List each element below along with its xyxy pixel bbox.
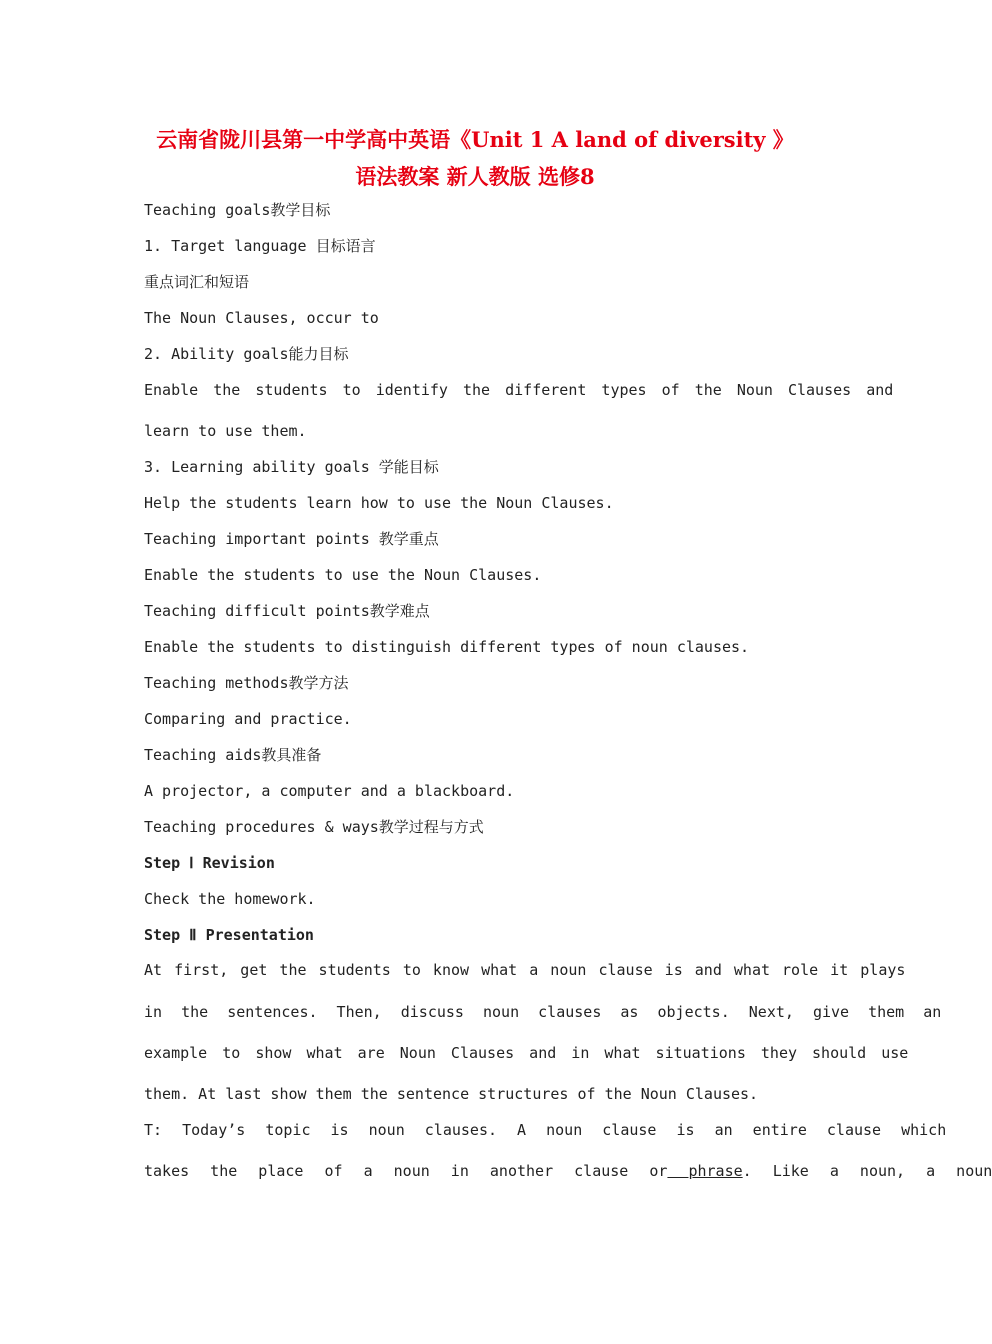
teaching-aids-heading: Teaching aids教具准备: [144, 746, 322, 764]
step-1-heading: Step Ⅰ Revision: [144, 854, 275, 872]
target-language-heading: 1. Target language 目标语言: [144, 237, 376, 255]
step-2-heading: Step Ⅱ Presentation: [144, 926, 314, 944]
document-title-line-1: 云南省陇川县第一中学高中英语《Unit 1 A land of diversity 》: [156, 127, 794, 152]
key-vocabulary-text: The Noun Clauses, occur to: [144, 309, 379, 327]
teaching-aids-text: A projector, a computer and a blackboard.: [144, 782, 515, 800]
ability-goals-heading: 2. Ability goals能力目标: [144, 345, 349, 363]
document-title-line-2: 语法教案 新人教版 选修8: [355, 164, 595, 189]
key-vocabulary-label: 重点词汇和短语: [144, 273, 250, 291]
teacher-paragraph-line-1: T: Today’s topic is noun clauses. A noun clause is an entire clause which: [144, 1121, 947, 1139]
teaching-methods-text: Comparing and practice.: [144, 710, 352, 728]
teaching-goals-heading: Teaching goals教学目标: [144, 201, 331, 219]
teacher-paragraph-line-2-end: . Like a noun, a noun: [742, 1162, 992, 1180]
phrase-underlined-word: phrase: [667, 1162, 743, 1180]
ability-goals-text-1: Enable the students to identify the different types of the Noun Clauses and: [144, 381, 894, 399]
important-points-text: Enable the students to use the Noun Clauses.: [144, 566, 542, 584]
learning-ability-goals-heading: 3. Learning ability goals 学能目标: [144, 458, 439, 476]
teacher-paragraph-line-2: [144, 1161, 992, 1181]
step-1-text: Check the homework.: [144, 890, 316, 908]
ability-goals-text-2: learn to use them.: [144, 422, 307, 440]
presentation-paragraph-line-3: example to show what are Noun Clauses and in what situations they should use: [144, 1044, 909, 1062]
presentation-paragraph-line-2: in the sentences. Then, discuss noun clauses as objects. Next, give them an: [144, 1003, 942, 1021]
presentation-paragraph-line-1: At first, get the students to know what a noun clause is and what role it plays: [144, 961, 906, 979]
important-points-heading: Teaching important points 教学重点: [144, 530, 439, 548]
teaching-methods-heading: Teaching methods教学方法: [144, 674, 349, 692]
teacher-paragraph-line-2-start: takes the place of a noun in another clause or: [144, 1162, 668, 1180]
teaching-procedures-heading: Teaching procedures & ways教学过程与方式: [144, 818, 484, 836]
learning-ability-goals-text: Help the students learn how to use the Noun Clauses.: [144, 494, 614, 512]
difficult-points-heading: Teaching difficult points教学难点: [144, 602, 430, 620]
difficult-points-text: Enable the students to distinguish different types of noun clauses.: [144, 638, 750, 656]
presentation-paragraph-line-4: them. At last show them the sentence structures of the Noun Clauses.: [144, 1085, 759, 1103]
